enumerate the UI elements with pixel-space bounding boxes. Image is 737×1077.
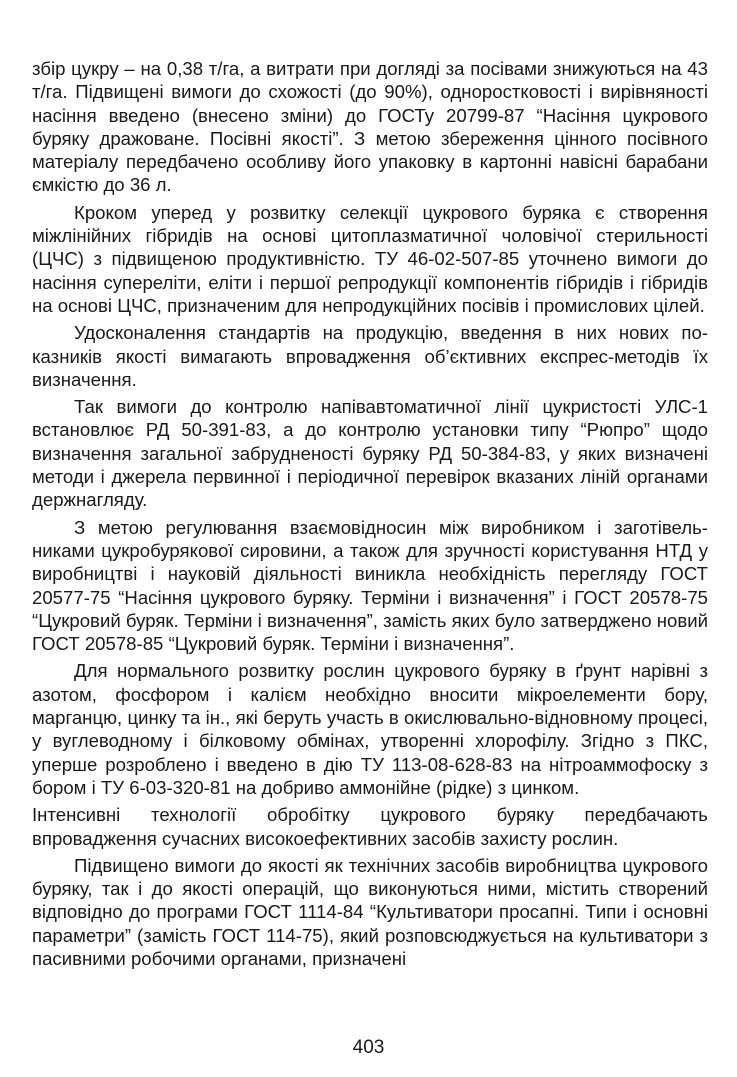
paragraph-1: збір цукру – на 0,38 т/га, а витрати при догляді за посівами знижуються на 43 т/га. Підвищені вимоги до схожості (до 90%), одноростковості і вирівняності насіння введено (внесено зміни) до ГОСТу 20799-87 “Насіння цукрового буряку дражоване. Посівні якості”. З метою збереження цінного посівного матеріалу передбачено особливу його упаковку в картонні навісні барабани ємкістю до 36 л. <box>32 58 708 196</box>
page-number: 403 <box>352 1037 385 1058</box>
paragraph-4: Так вимоги до контролю напівавтоматичної лінії цукристості УЛС-1 встановлює РД 50-391-83, а до контролю установки типу “Рюпро” щодо визначення загальної забрудненості буряку РД 50-384-83, у яких визначені методи і джерела первинної і періодичної перевірок вказаних ліній органами держнагляду. <box>32 396 708 511</box>
paragraph-3: Удосконалення стандартів на продукцію, введення в них нових показників якості вимагають впровадження об’єктивних експрес-методів їх визначення. <box>32 322 708 390</box>
paragraph-6: Для нормального розвитку рослин цукрового буряку в ґрунт нарівні з азотом, фосфором і калієм необхідно вносити мікроелементи бору, марганцю, цинку та ін., які беруть участь в окислювально-відновному процесі, у вуглеводному і білковому обмінах, утворенні хлорофілу. Згідно з ПКС, уперше розроблено і введено в дію ТУ 113-08-628-83 на нітроаммофоску з бором і ТУ 6-03-320-81 на добриво аммонійне (рідке) з цинком. <box>32 660 708 798</box>
paragraph-8: Підвищено вимоги до якості як технічних засобів виробництва цукрового буряку, так і до якості операцій, що виконуються ними, містить створений відповідно до програми ГОСТ 1114-84 “Культиватори просапні. Типи і основні параметри” (замість ГОСТ 114-75), який розповсюджується на культиватори з пасивними робочими органами, призначені <box>32 854 708 969</box>
paragraph-5: З метою регулювання взаємовідносин між виробником і заготівельниками цукробурякової сировини, а також для зручності користування НТД у виробництві і науковій діяльності виникла необхідність перегляду ГОСТ 20577-75 “Насіння цукрового буряку. Терміни і визначення” і ГОСТ 20578-75 “Цукровий буряк. Терміни і визначення”, замість яких було затверджено новий ГОСТ 20578-85 “Цукровий буряк. Терміни і визначення”. <box>32 516 708 655</box>
paragraph-7: Інтенсивні технології обробітку цукрового буряку передбачають впровадження сучасних високоефективних засобів захисту рослин. <box>32 804 708 849</box>
document-body <box>32 57 708 974</box>
paragraph-2: Кроком уперед у розвитку селекції цукрового буряка є створення міжлінійних гібридів на основі цитоплазматичної чоловічої стерильності (ЦЧС) з підвищеною продуктивністю. ТУ 46-02-507-85 уточнено вимоги до насіння супереліти, еліти і першої репродукції компонентів гібридів і гібридів на основі ЦЧС, призначеним для непродукційних посівів і промислових цілей. <box>32 201 708 316</box>
